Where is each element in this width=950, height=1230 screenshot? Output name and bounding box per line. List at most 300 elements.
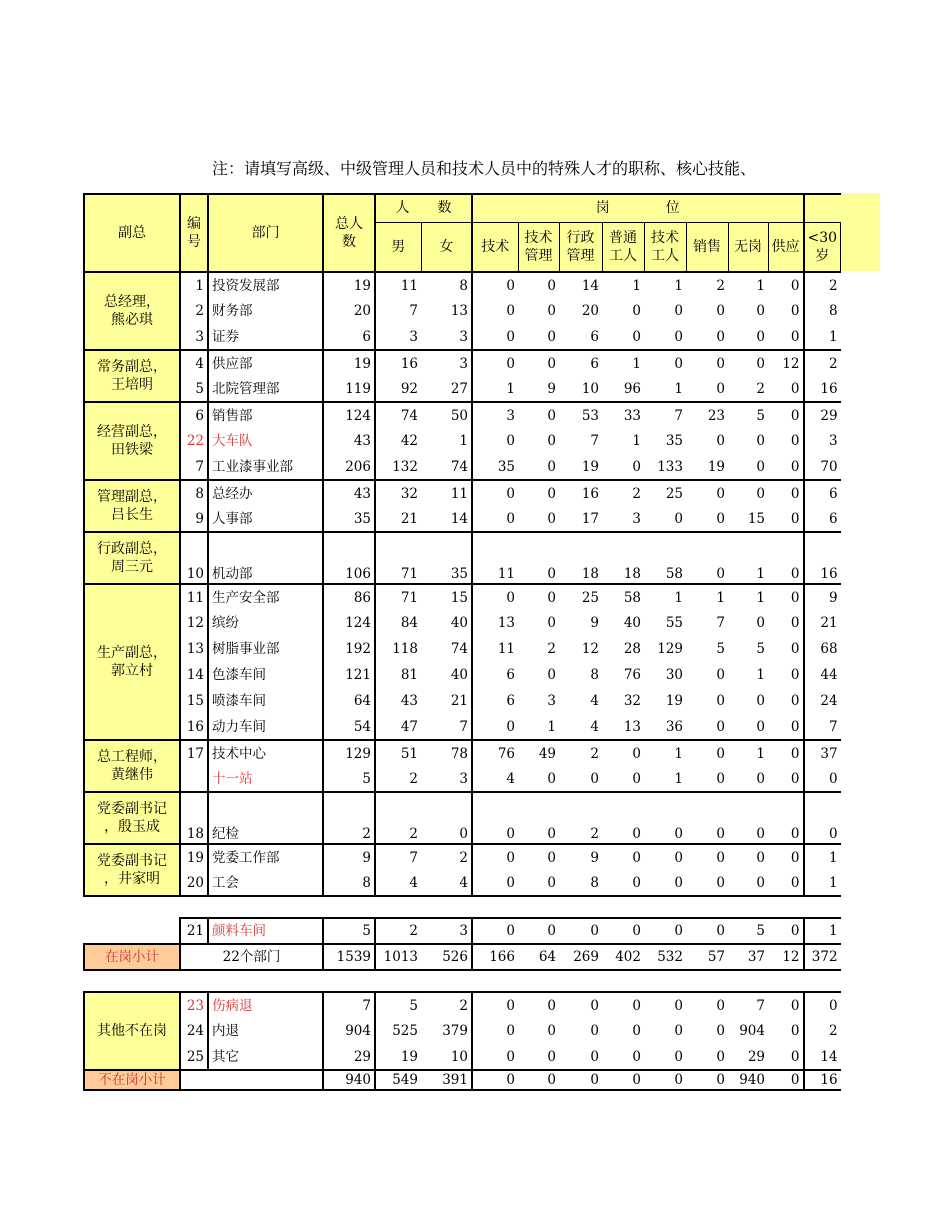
value-cell: 1 — [804, 844, 841, 870]
value-cell: 0 — [472, 350, 518, 376]
group-name: 总经理， 熊必琪 — [84, 272, 180, 350]
header-wugang: 无岗 — [728, 222, 768, 272]
value-cell: 0 — [472, 792, 518, 844]
value-cell: 1 — [644, 766, 686, 792]
value-cell: 7 — [421, 714, 472, 740]
value-cell: 2 — [686, 272, 728, 298]
value-cell: 1 — [804, 324, 841, 350]
value-cell: 7 — [716, 615, 725, 631]
value-cell: 3 — [421, 324, 472, 350]
value-cell: 1 — [644, 376, 686, 402]
group-name: 总工程师， 黄继伟 — [84, 740, 180, 792]
table-row — [84, 480, 841, 506]
value-cell: 7 — [644, 402, 686, 428]
value-cell: 0 — [768, 636, 804, 662]
dept-number: 14 — [180, 662, 208, 688]
value-cell: 5 — [323, 766, 375, 792]
value-cell: 0 — [518, 324, 559, 350]
value-cell: 6 — [804, 506, 841, 532]
value-cell: 0 — [602, 1070, 644, 1090]
value-cell: 0 — [768, 688, 804, 714]
value-cell: 0 — [602, 918, 644, 944]
dept-number: 17 — [180, 740, 208, 766]
value-cell: 33 — [602, 402, 644, 428]
dept-name: 动力车间 — [208, 714, 323, 740]
value-cell: 0 — [768, 1070, 804, 1090]
table-row — [84, 506, 841, 532]
value-cell: 1 — [804, 918, 841, 944]
value-cell: 16 — [375, 350, 421, 376]
value-cell: 16 — [559, 480, 602, 506]
value-cell: 21 — [421, 688, 472, 714]
value-cell: 1 — [728, 272, 768, 298]
value-cell: 19 — [323, 350, 375, 376]
value-cell: 24 — [820, 693, 838, 709]
value-cell: 19 — [665, 693, 683, 709]
value-cell: 43 — [400, 693, 418, 709]
value-cell: 9 — [559, 844, 602, 870]
value-cell: 0 — [518, 1044, 559, 1070]
value-cell: 13 — [421, 298, 472, 324]
value-cell: 5 — [756, 641, 765, 657]
dept-name: 缤纷 — [208, 610, 323, 636]
value-cell: 0 — [472, 844, 518, 870]
group-name: 生产副总， 郭立村 — [84, 584, 180, 740]
value-cell: 0 — [768, 740, 804, 766]
value-cell: 0 — [686, 506, 728, 532]
value-cell: 1 — [421, 428, 472, 454]
value-cell: 269 — [559, 944, 602, 970]
header-putong-gongren: 普通 工人 — [602, 222, 644, 272]
value-cell: 6 — [506, 693, 515, 709]
header-row-1 — [84, 194, 841, 222]
dept-number: 13 — [180, 636, 208, 662]
dept-name: 技术中心 — [208, 740, 323, 766]
header-jishu-guanli: 技术 管理 — [518, 222, 559, 272]
empty-cell — [84, 918, 180, 944]
table-row — [84, 350, 841, 376]
value-cell: 133 — [644, 454, 686, 480]
value-cell: 0 — [686, 714, 728, 740]
value-cell: 7 — [590, 433, 599, 449]
value-cell: 8 — [323, 870, 375, 896]
value-cell: 35 — [665, 433, 683, 449]
value-cell: 78 — [421, 740, 472, 766]
value-cell: 18 — [602, 532, 644, 584]
dept-name: 总经办 — [208, 480, 323, 506]
value-cell: 1 — [728, 740, 768, 766]
value-cell: 0 — [768, 992, 804, 1018]
value-cell: 70 — [804, 454, 841, 480]
value-cell: 1 — [686, 584, 728, 610]
value-cell: 0 — [728, 844, 768, 870]
value-cell: 192 — [323, 636, 375, 662]
dept-name: 大车队 — [208, 428, 323, 454]
header-bumen: 部门 — [208, 194, 323, 272]
value-cell: 2 — [421, 844, 472, 870]
value-cell: 0 — [506, 433, 515, 449]
dept-number: 19 — [180, 844, 208, 870]
value-cell: 106 — [323, 532, 375, 584]
table-row — [84, 766, 841, 792]
dept-number: 24 — [180, 1018, 208, 1044]
value-cell: 0 — [768, 918, 804, 944]
value-cell: 27 — [421, 376, 472, 402]
value-cell: 8 — [559, 870, 602, 896]
value-cell: 84 — [400, 615, 418, 631]
header-jishu: 技术 — [472, 222, 518, 272]
value-cell: 0 — [472, 506, 518, 532]
table-row — [84, 688, 841, 714]
value-cell: 8 — [590, 667, 599, 683]
value-cell: 129 — [657, 641, 683, 657]
value-cell: 74 — [421, 636, 472, 662]
value-cell: 0 — [716, 303, 725, 319]
value-cell: 166 — [472, 944, 518, 970]
value-cell: 23 — [686, 402, 728, 428]
value-cell: 940 — [323, 1070, 375, 1090]
value-cell: 0 — [547, 303, 556, 319]
value-cell: 0 — [644, 350, 686, 376]
value-cell: 0 — [644, 992, 686, 1018]
onpost-dept-count: 22个部门 — [180, 944, 323, 970]
value-cell: 16 — [804, 376, 841, 402]
value-cell: 8 — [828, 303, 838, 319]
value-cell: 17 — [559, 506, 602, 532]
dept-number: 1 — [180, 272, 208, 298]
dept-name: 证券 — [208, 324, 323, 350]
value-cell: 9 — [804, 584, 841, 610]
value-cell: 0 — [728, 350, 768, 376]
value-cell: 0 — [686, 1044, 728, 1070]
table-row — [84, 1070, 841, 1090]
value-cell: 0 — [472, 480, 518, 506]
value-cell: 0 — [756, 615, 765, 631]
group-name: 常务副总， 王培明 — [84, 350, 180, 402]
value-cell: 21 — [820, 615, 838, 631]
onpost-subtotal-label: 在岗小计 — [84, 944, 180, 970]
value-cell: 2 — [828, 1023, 838, 1039]
value-cell: 2 — [547, 641, 556, 657]
value-cell: 1 — [728, 584, 768, 610]
value-cell: 0 — [768, 428, 804, 454]
dept-number: 23 — [180, 992, 208, 1018]
value-cell: 20 — [581, 303, 599, 319]
value-cell: 0 — [632, 1023, 641, 1039]
value-cell: 18 — [559, 532, 602, 584]
value-cell: 2 — [323, 792, 375, 844]
value-cell: 0 — [644, 1044, 686, 1070]
value-cell: 1 — [644, 584, 686, 610]
value-cell: 0 — [421, 792, 472, 844]
value-cell: 64 — [518, 944, 559, 970]
table-row — [84, 272, 841, 298]
value-cell: 11 — [375, 272, 421, 298]
value-cell: 0 — [518, 1070, 559, 1090]
header-blank — [804, 194, 841, 222]
value-cell: 0 — [768, 376, 804, 402]
header-nv: 女 — [421, 222, 472, 272]
value-cell: 1 — [632, 433, 641, 449]
value-cell: 0 — [686, 324, 728, 350]
value-cell: 0 — [602, 766, 644, 792]
header-renshu: 人 数 — [375, 194, 472, 222]
value-cell: 0 — [768, 584, 804, 610]
value-cell: 47 — [375, 714, 421, 740]
value-cell: 5 — [323, 918, 375, 944]
spacer-row — [84, 970, 841, 992]
value-cell: 129 — [323, 740, 375, 766]
value-cell: 58 — [602, 584, 644, 610]
value-cell: 0 — [768, 298, 804, 324]
value-cell: 119 — [323, 376, 375, 402]
value-cell: 1 — [756, 667, 765, 683]
value-cell: 6 — [323, 324, 375, 350]
dept-number: 9 — [180, 506, 208, 532]
value-cell: 118 — [392, 641, 418, 657]
value-cell: 2 — [804, 350, 841, 376]
spacer-row — [84, 896, 841, 918]
value-cell: 11 — [497, 641, 515, 657]
value-cell: 3 — [375, 324, 421, 350]
table-row — [84, 584, 841, 610]
value-cell: 0 — [602, 992, 644, 1018]
value-cell: 6 — [506, 667, 515, 683]
table-row — [84, 454, 841, 480]
value-cell: 0 — [768, 870, 804, 896]
value-cell: 4 — [421, 870, 472, 896]
value-cell: 7 — [804, 714, 841, 740]
value-cell: 132 — [375, 454, 421, 480]
value-cell: 54 — [323, 714, 375, 740]
value-cell: 526 — [421, 944, 472, 970]
dept-number: 11 — [180, 584, 208, 610]
table-row — [84, 662, 841, 688]
group-name: 党委副书记 ，殷玉成 — [84, 792, 180, 844]
value-cell: 0 — [768, 1018, 804, 1044]
value-cell: 57 — [686, 944, 728, 970]
dept-name: 工会 — [208, 870, 323, 896]
value-cell: 0 — [472, 992, 518, 1018]
value-cell: 0 — [590, 1023, 599, 1039]
value-cell: 0 — [506, 303, 515, 319]
value-cell: 372 — [804, 944, 841, 970]
value-cell: 13 — [497, 615, 515, 631]
value-cell: 0 — [518, 792, 559, 844]
value-cell: 74 — [375, 402, 421, 428]
value-cell: 0 — [644, 1070, 686, 1090]
value-cell: 0 — [559, 1070, 602, 1090]
value-cell: 0 — [768, 324, 804, 350]
value-cell: 0 — [602, 1044, 644, 1070]
value-cell: 3 — [602, 506, 644, 532]
value-cell: 30 — [665, 667, 683, 683]
value-cell: 4 — [472, 766, 518, 792]
value-cell: 0 — [472, 272, 518, 298]
value-cell: 0 — [686, 740, 728, 766]
value-cell: 0 — [686, 532, 728, 584]
value-cell: 14 — [421, 506, 472, 532]
staff-table — [83, 193, 841, 1091]
value-cell: 9 — [518, 376, 559, 402]
value-cell: 7 — [323, 992, 375, 1018]
value-cell: 96 — [602, 376, 644, 402]
dept-name: 树脂事业部 — [208, 636, 323, 662]
value-cell: 7 — [409, 303, 418, 319]
value-cell: 0 — [674, 1023, 683, 1039]
table-row — [84, 944, 841, 970]
value-cell: 32 — [375, 480, 421, 506]
value-cell: 3 — [421, 766, 472, 792]
value-cell: 58 — [644, 532, 686, 584]
value-cell: 20 — [323, 298, 375, 324]
value-cell: 44 — [820, 667, 838, 683]
header-fuzong: 副总 — [84, 194, 180, 272]
dept-number — [180, 766, 208, 792]
value-cell: 25 — [559, 584, 602, 610]
dept-name: 投资发展部 — [208, 272, 323, 298]
value-cell: 0 — [716, 667, 725, 683]
value-cell: 0 — [559, 918, 602, 944]
header-xingzheng-guanli: 行政 管理 — [559, 222, 602, 272]
dept-name: 颜料车间 — [208, 918, 323, 944]
value-cell: 0 — [686, 992, 728, 1018]
value-cell: 13 — [602, 714, 644, 740]
value-cell: 0 — [472, 714, 518, 740]
value-cell: 0 — [518, 532, 559, 584]
offpost-dept-blank — [180, 1070, 323, 1090]
value-cell: 0 — [644, 792, 686, 844]
dept-name: 其它 — [208, 1044, 323, 1070]
value-cell: 2 — [804, 272, 841, 298]
value-cell: 14 — [559, 272, 602, 298]
value-cell: 0 — [559, 1044, 602, 1070]
value-cell: 0 — [472, 918, 518, 944]
value-cell: 0 — [518, 506, 559, 532]
dept-number: 18 — [180, 792, 208, 844]
value-cell: 32 — [623, 693, 641, 709]
value-cell: 0 — [518, 992, 559, 1018]
value-cell: 0 — [506, 1023, 515, 1039]
value-cell: 5 — [728, 402, 768, 428]
dept-number: 6 — [180, 402, 208, 428]
value-cell: 12 — [768, 350, 804, 376]
table-row — [84, 376, 841, 402]
value-cell: 29 — [728, 1044, 768, 1070]
dept-number: 20 — [180, 870, 208, 896]
value-cell: 0 — [686, 350, 728, 376]
table-row — [84, 992, 841, 1018]
value-cell: 124 — [323, 402, 375, 428]
value-cell: 0 — [804, 766, 841, 792]
value-cell: 0 — [686, 480, 728, 506]
value-cell: 0 — [768, 272, 804, 298]
value-cell: 76 — [472, 740, 518, 766]
value-cell: 2 — [375, 766, 421, 792]
value-cell: 0 — [518, 350, 559, 376]
value-cell: 6 — [559, 350, 602, 376]
table-row — [84, 870, 841, 896]
offpost-group-name: 其他不在岗 — [84, 992, 180, 1070]
header-gangwei: 岗 位 — [472, 194, 804, 222]
value-cell: 19 — [323, 272, 375, 298]
value-cell: 0 — [518, 402, 559, 428]
value-cell: 0 — [716, 1023, 725, 1039]
value-cell: 40 — [421, 610, 472, 636]
value-cell: 10 — [421, 1044, 472, 1070]
value-cell: 2 — [375, 918, 421, 944]
dept-number: 3 — [180, 324, 208, 350]
value-cell: 0 — [768, 506, 804, 532]
table-row — [84, 792, 841, 844]
group-name: 行政副总， 周三元 — [84, 532, 180, 584]
table-row — [84, 844, 841, 870]
value-cell: 2 — [728, 376, 768, 402]
dept-name: 生产安全部 — [208, 584, 323, 610]
value-cell: 0 — [768, 532, 804, 584]
table-row — [84, 402, 841, 428]
dept-name: 十一站 — [208, 766, 323, 792]
value-cell: 532 — [644, 944, 686, 970]
header-bianhao: 编 号 — [180, 194, 208, 272]
value-cell: 0 — [472, 324, 518, 350]
value-cell: 3 — [547, 693, 556, 709]
dept-name: 机动部 — [208, 532, 323, 584]
value-cell: 379 — [421, 1018, 472, 1044]
value-cell: 0 — [716, 693, 725, 709]
value-cell: 28 — [623, 641, 641, 657]
value-cell: 14 — [804, 1044, 841, 1070]
value-cell: 0 — [686, 870, 728, 896]
value-cell: 35 — [421, 532, 472, 584]
value-cell: 43 — [323, 480, 375, 506]
table-row — [84, 714, 841, 740]
value-cell: 0 — [756, 433, 765, 449]
value-cell: 0 — [756, 693, 765, 709]
dept-number: 22 — [180, 428, 208, 454]
value-cell: 50 — [421, 402, 472, 428]
value-cell: 37 — [804, 740, 841, 766]
value-cell: 0 — [804, 992, 841, 1018]
header-nan: 男 — [375, 222, 421, 272]
spacer-cell — [84, 970, 841, 992]
value-cell: 0 — [728, 324, 768, 350]
dept-name: 喷漆车间 — [208, 688, 323, 714]
table-row — [84, 610, 841, 636]
value-cell: 1539 — [323, 944, 375, 970]
value-cell: 6 — [559, 324, 602, 350]
group-name: 党委副书记 ，井家明 — [84, 844, 180, 896]
value-cell: 0 — [602, 454, 644, 480]
dept-number: 15 — [180, 688, 208, 714]
value-cell: 9 — [590, 615, 599, 631]
value-cell: 121 — [323, 662, 375, 688]
table-row — [84, 1044, 841, 1070]
value-cell: 0 — [728, 480, 768, 506]
table-row — [84, 636, 841, 662]
value-cell: 8 — [421, 272, 472, 298]
value-cell: 15 — [421, 584, 472, 610]
value-cell: 0 — [768, 792, 804, 844]
dept-number: 12 — [180, 610, 208, 636]
value-cell: 71 — [375, 584, 421, 610]
value-cell: 0 — [768, 844, 804, 870]
value-cell: 5 — [728, 918, 768, 944]
value-cell: 37 — [728, 944, 768, 970]
value-cell: 11 — [472, 532, 518, 584]
value-cell: 940 — [728, 1070, 768, 1090]
value-cell: 42 — [400, 433, 418, 449]
